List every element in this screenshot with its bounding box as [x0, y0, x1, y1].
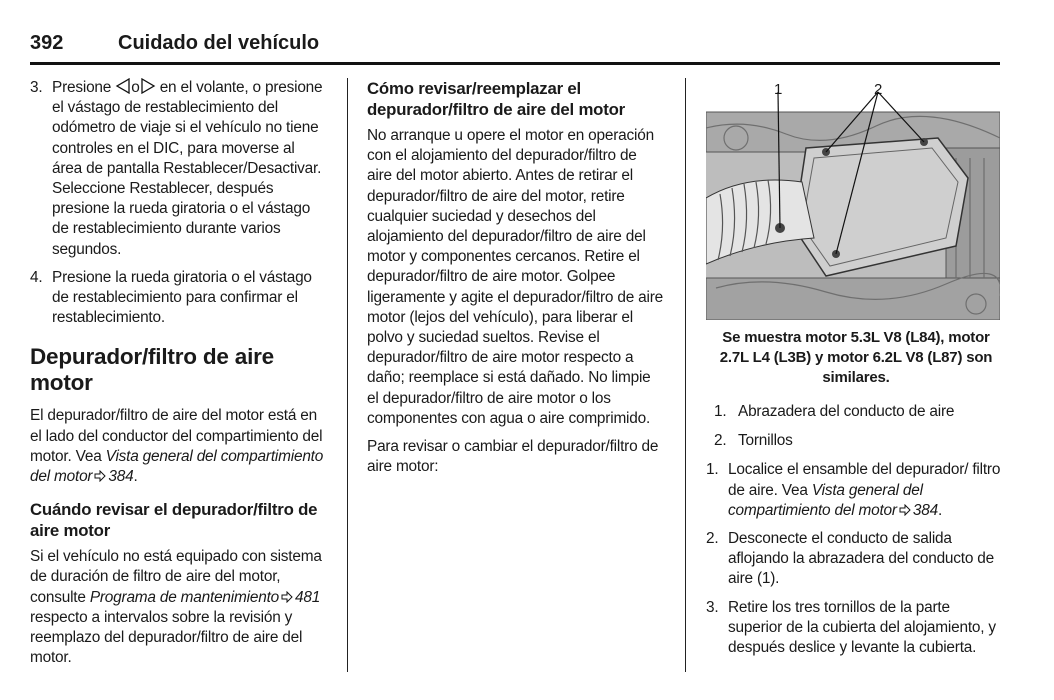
paragraph: Si el vehículo no está equipado con sistema de duración de filtro de aire del motor, consulte Programa de mantenimiento 481 respecto a intervalos sobre la revisión y reemplazo del depurador/filtro de aire del motor. [30, 548, 322, 667]
paragraph: El depurador/filtro de aire del motor está en el lado del conductor del compartimiento del motor. Vea Vista general del compartimiento del motor 384. [30, 407, 324, 486]
list-item: 3. Retire los tres tornillos de la parte superior de la cubierta del alojamiento, y después deslice y levante la cubierta. [706, 598, 996, 657]
cross-reference-link[interactable]: Programa de mantenimiento [89, 588, 280, 606]
column-divider [347, 78, 348, 672]
callout-2: 2 [874, 81, 883, 98]
column-right [706, 78, 1006, 666]
legend-item: 1. Abrazadera del conducto de aire [714, 403, 955, 420]
left-triangle-icon [115, 78, 131, 94]
cross-reference-link[interactable]: Vista general del compartimiento del motor [30, 447, 324, 486]
figure-caption: Se muestra motor 5.3L V8 (L84), motor 2.7L L4 (L3B) y motor 6.2L V8 (L87) son similares. [719, 329, 993, 386]
page-reference[interactable]: 384 [912, 501, 938, 519]
right-triangle-icon [140, 78, 156, 94]
engine-air-filter-figure [706, 78, 1000, 320]
page-reference[interactable]: 481 [295, 588, 321, 606]
page-reference-arrow-icon [281, 591, 293, 603]
list-item: 3. Presione o en el volante, o presione el vástago de restablecimiento del odómetro de viaje si el vehículo no tiene controles en el DIC, para moverse al área de pantalla Restablecer/Desactivar. Seleccione Restablecer, después presione la rueda giratoria o el vástago de restablecimiento durante varios segundos. [30, 79, 323, 258]
column-divider [685, 78, 686, 672]
list-item: 2. Desconecte el conducto de salida aflojando la abrazadera del conducto de aire (1). [706, 530, 995, 588]
paragraph: Para revisar o cambiar el depurador/filtro de aire motor: [367, 438, 659, 476]
page-reference[interactable]: 384 [108, 468, 134, 486]
subsection-heading: Cuándo revisar el depurador/filtro de aire motor [30, 500, 318, 541]
cross-reference-link[interactable]: Vista general del compartimiento del motor [728, 481, 923, 519]
section-title: Cuidado del vehículo [118, 32, 320, 54]
list-item: 4. Presione la rueda giratoria o el vástago de restablecimiento para confirmar el restablecimiento. [30, 268, 312, 327]
callout-1: 1 [774, 81, 783, 98]
section-heading: Depurador/filtro de aire motor [30, 344, 274, 396]
page-reference-arrow-icon [899, 504, 911, 516]
figure-legend [706, 402, 1006, 451]
paragraph: No arranque u opere el motor en operación con el alojamiento del depurador/filtro de aire del motor abierto. Antes de retirar el depurador/filtro de aire del motor, retire cualquier suciedad y desechos del alojamiento del depurador/filtro de aire del motor y componentes cercanos. Retire el depurador/filtro de aire motor. Golpee ligeramente y agite el depurador/filtro de aire motor (lejos del vehículo), para liberar el polvo y suciedad sueltos. Revise el depurador/filtro de aire motor respecto a daño; reemplace si está dañado. No limpie el depurador/filtro de aire motor o los componentes con agua o aire comprimido. [367, 127, 664, 427]
legend-item: 2. Tornillos [714, 432, 793, 450]
column-middle [367, 78, 665, 485]
column-left [30, 78, 328, 676]
page-reference-arrow-icon [94, 470, 106, 482]
list-item: 1. Localice el ensamble del depurador/ filtro de aire. Vea Vista general del compartimiento del motor 384. [706, 461, 1001, 519]
page-number: 392 [30, 32, 64, 54]
engine-illustration [706, 78, 1000, 320]
subsection-heading: Cómo revisar/reemplazar el depurador/filtro de aire del motor [367, 79, 626, 119]
page-header [30, 30, 1000, 65]
